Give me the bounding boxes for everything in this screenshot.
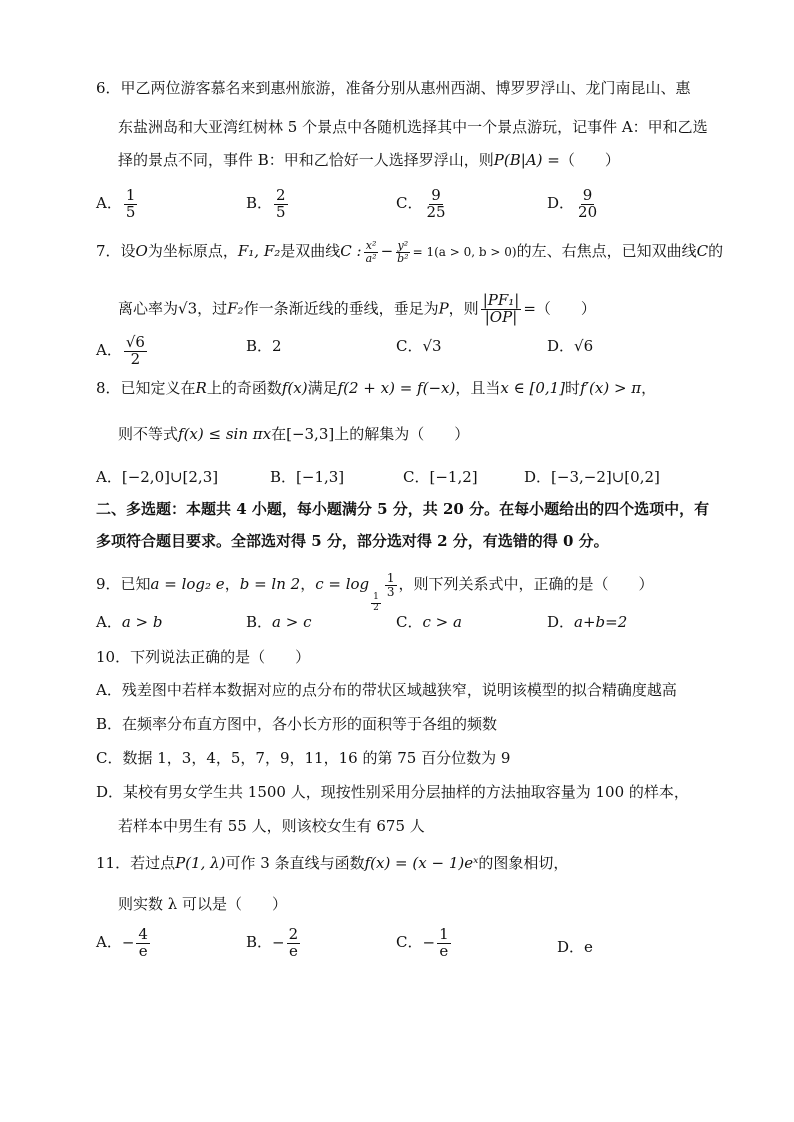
q8-symmetry-condition: f(2 + x) = f(−x) <box>337 379 456 397</box>
fraction-denominator: 25 <box>426 202 446 221</box>
q7-foot-symbol: P <box>438 299 449 318</box>
q7-line-1 <box>96 240 723 264</box>
q8-text: 在 <box>271 425 287 443</box>
q8-inequality: f(x) ≤ sin πx <box>178 425 272 443</box>
q7-foci-symbols: F₁, F₂ <box>237 242 281 261</box>
q8-option-b <box>270 467 344 487</box>
q8-answer-blank: 上的解集为（ ） <box>334 425 470 443</box>
q7-text: ，则 <box>448 299 479 318</box>
fraction-denominator: |OP| <box>484 307 518 326</box>
fraction-numerator: √6 <box>125 333 145 351</box>
option-fraction <box>287 927 301 960</box>
option-text: c > a <box>422 613 462 631</box>
q10-option-a: A．残差图中若样本数据对应的点分布的带状区域越狭窄，说明该模型的拟合精确度越高 <box>96 681 677 699</box>
option-text: [−1,2] <box>429 468 478 486</box>
fraction-numerator: 9 <box>582 186 593 204</box>
q7-minus-sign: − <box>380 242 394 261</box>
q8-function: f(x) <box>281 379 308 397</box>
q11-text: 可作 3 条直线与函数 <box>225 854 365 872</box>
q11-option-a <box>96 927 152 960</box>
option-fraction <box>274 188 288 221</box>
option-label: B． <box>246 613 273 631</box>
q11-option-b <box>246 927 302 960</box>
q9-line-1 <box>96 572 654 613</box>
fraction-numerator: 4 <box>138 925 148 943</box>
option-label: C． <box>396 194 423 213</box>
option-text: √6 <box>574 337 594 355</box>
q9-separator: ， <box>224 575 240 594</box>
q10-option-d-line-1: D．某校有男女学生共 1500 人，现按性别采用分层抽样的方法抽取容量为 100 的样本， <box>96 783 689 801</box>
option-fraction <box>576 188 599 221</box>
option-label: A． <box>96 613 122 631</box>
q7-x-fraction <box>364 240 379 264</box>
option-label: B． <box>246 337 273 355</box>
option-text: √3 <box>422 337 442 355</box>
q9-option-b <box>246 612 311 632</box>
fraction-numerator: y² <box>397 239 409 252</box>
fraction-numerator: 1 <box>125 186 136 204</box>
option-label: D． <box>547 337 575 355</box>
q7-text: 离心率为 <box>118 299 179 318</box>
q6-conditional-probability: P(B|A) = <box>493 151 560 169</box>
option-fraction <box>437 927 451 960</box>
option-text: 2 <box>272 337 282 355</box>
q7-y-fraction <box>395 240 410 264</box>
q6-line-1: 6．甲乙两位游客慕名来到惠州旅游，准备分别从惠州西湖、博罗罗浮山、龙门南昆山、惠 <box>96 79 691 97</box>
fraction-numerator: 9 <box>431 186 441 204</box>
fraction-denominator: 3 <box>386 584 395 599</box>
q7-curve-symbol: C <box>696 242 709 261</box>
option-fraction <box>136 927 150 960</box>
option-minus: − <box>422 933 436 952</box>
q8-text: 则不等式 <box>118 425 179 443</box>
option-text: [−2,0]∪[2,3] <box>121 468 219 486</box>
q10-option-c: C．数据 1，3，4，5，7，9，11，16 的第 75 百分位数为 9 <box>96 749 511 767</box>
fraction-denominator: 20 <box>578 202 598 221</box>
q7-text: ，过 <box>197 299 228 318</box>
q8-line-2 <box>118 424 469 444</box>
q8-text: 满足 <box>307 379 338 397</box>
option-label: D． <box>524 468 552 486</box>
q9-log-base <box>371 593 381 613</box>
fraction-numerator: x² <box>365 239 377 252</box>
q7-ratio-fraction <box>481 293 522 326</box>
option-minus: − <box>272 933 285 952</box>
q9-option-c <box>396 612 462 632</box>
option-text: e <box>584 938 593 956</box>
q7-text: 的 <box>708 242 724 261</box>
q7-curve-symbol: C : <box>340 242 362 261</box>
option-label: A． <box>96 933 122 952</box>
option-label: D． <box>547 613 575 631</box>
q7-text: 的左、右焦点，已知双曲线 <box>516 242 697 261</box>
q6-option-c <box>396 188 450 221</box>
q7-option-d <box>547 336 593 356</box>
q8-domain: x ∈ [0,1] <box>500 379 566 397</box>
q7-text: 是双曲线 <box>280 242 341 261</box>
section-heading-multi-choice: 二、多选题：本题共 4 小题，每小题满分 5 分，共 20 分。在每小题给出的四个选项中，有 <box>96 500 710 518</box>
fraction-denominator: e <box>138 941 148 960</box>
q11-line-1 <box>96 853 568 873</box>
fraction-denominator: 2 <box>130 349 141 368</box>
q11-line-2: 则实数 λ 可以是（ ） <box>118 895 288 913</box>
q6-line-2: 东盐洲岛和大亚湾红树林 5 个景点中各随机选择其中一个景点游玩，记事件 A：甲和乙选 <box>118 118 708 136</box>
q8-line-1 <box>96 378 656 398</box>
option-label: B． <box>246 194 273 213</box>
fraction-numerator: |PF₁| <box>482 291 520 309</box>
option-label: A． <box>96 468 122 486</box>
q8-text: ，且当 <box>455 379 501 397</box>
option-minus: − <box>121 933 135 952</box>
q9-option-a <box>96 612 163 632</box>
q11-function: f(x) = (x − 1)eˣ <box>364 854 479 872</box>
q6-option-d <box>547 188 601 221</box>
option-label: B． <box>270 468 297 486</box>
fraction-numerator: 1 <box>439 925 449 943</box>
fraction-denominator: a² <box>365 251 377 265</box>
q11-option-c <box>396 927 453 960</box>
q9-c-definition: c = log <box>315 575 370 594</box>
q8-interval: [−3,3] <box>286 425 335 443</box>
q6-line-3-text: 择的景点不同，事件 B：甲和乙恰好一人选择罗浮山，则 <box>118 151 494 169</box>
option-label: A． <box>96 194 122 213</box>
option-label: C． <box>396 613 423 631</box>
q11-point: P(1, λ) <box>175 854 226 872</box>
q7-equation-rest: = 1(a > 0, b > 0) <box>412 245 517 260</box>
q9-option-d <box>547 612 627 632</box>
q7-text: 作一条渐近线的垂线，垂足为 <box>243 299 439 318</box>
q8-text: ， <box>641 379 657 397</box>
option-label: C． <box>403 468 430 486</box>
q9-log-argument <box>385 572 397 598</box>
q6-option-a <box>96 188 139 221</box>
option-fraction <box>124 188 138 221</box>
fraction-numerator: 2 <box>276 186 286 204</box>
q8-text: 8．已知定义在 <box>96 379 196 397</box>
q11-text: 的图象相切， <box>478 854 569 872</box>
q7-option-c <box>396 336 442 356</box>
q7-option-b <box>246 336 282 356</box>
q11-text: 11．若过点 <box>96 854 176 872</box>
q8-option-c <box>403 467 478 487</box>
q7-focus-symbol: F₂ <box>227 299 244 318</box>
q7-text: 7．设 <box>96 242 136 261</box>
fraction-denominator: 2 <box>373 602 379 613</box>
q8-real-set: R <box>195 379 207 397</box>
q10-option-b: B．在频率分布直方图中，各小长方形的面积等于各组的频数 <box>96 715 498 733</box>
option-text: a > b <box>121 613 163 631</box>
q9-b-definition: b = ln 2 <box>239 575 301 594</box>
section-heading-scoring: 多项符合题目要求。全部选对得 5 分，部分选对得 2 分，有选错的得 0 分。 <box>96 532 609 550</box>
q7-text: 为坐标原点， <box>147 242 238 261</box>
option-label: A． <box>96 341 122 360</box>
q9-separator: ， <box>300 575 316 594</box>
q8-option-a <box>96 467 218 487</box>
fraction-denominator: b² <box>397 251 409 265</box>
q7-eccentricity-value: √3 <box>178 299 198 318</box>
q8-derivative-condition: f′(x) > π <box>580 379 642 397</box>
fraction-numerator: 1 <box>386 571 395 585</box>
option-text: [−3,−2]∪[0,2] <box>551 468 660 486</box>
option-text: [−1,3] <box>296 468 345 486</box>
q9-text: 9．已知 <box>96 575 151 594</box>
q8-text: 上的奇函数 <box>206 379 282 397</box>
q10-stem: 10．下列说法正确的是（ ） <box>96 648 311 666</box>
option-label: D． <box>547 194 575 213</box>
q6-option-b <box>246 188 290 221</box>
option-fraction <box>424 188 447 221</box>
q8-option-d <box>524 467 660 487</box>
option-label: C． <box>396 337 423 355</box>
q6-answer-blank: （ ） <box>559 151 620 169</box>
fraction-denominator: 5 <box>125 202 136 221</box>
option-text: a > c <box>272 613 312 631</box>
fraction-denominator: 5 <box>276 202 286 221</box>
fraction-denominator: e <box>439 941 449 960</box>
q10-option-d-line-2: 若样本中男生有 55 人，则该校女生有 675 人 <box>118 817 425 835</box>
q7-answer-blank: =（ ） <box>523 299 596 318</box>
q7-line-2 <box>118 293 596 326</box>
q9-answer-blank: ，则下列关系式中，正确的是（ ） <box>398 575 654 594</box>
q9-a-definition: a = log₂ e <box>150 575 225 594</box>
fraction-numerator: 2 <box>288 925 299 943</box>
q7-origin-symbol: O <box>135 242 148 261</box>
option-label: C． <box>396 933 423 952</box>
option-fraction <box>124 335 147 368</box>
option-label: D． <box>557 938 585 956</box>
fraction-numerator: 1 <box>373 592 379 603</box>
q7-option-a <box>96 335 149 368</box>
q11-option-d <box>557 937 593 957</box>
q8-text: 时 <box>565 379 581 397</box>
q6-line-3 <box>118 150 620 170</box>
option-label: B． <box>246 933 273 952</box>
option-text: a+b=2 <box>574 613 628 631</box>
fraction-denominator: e <box>288 941 298 960</box>
